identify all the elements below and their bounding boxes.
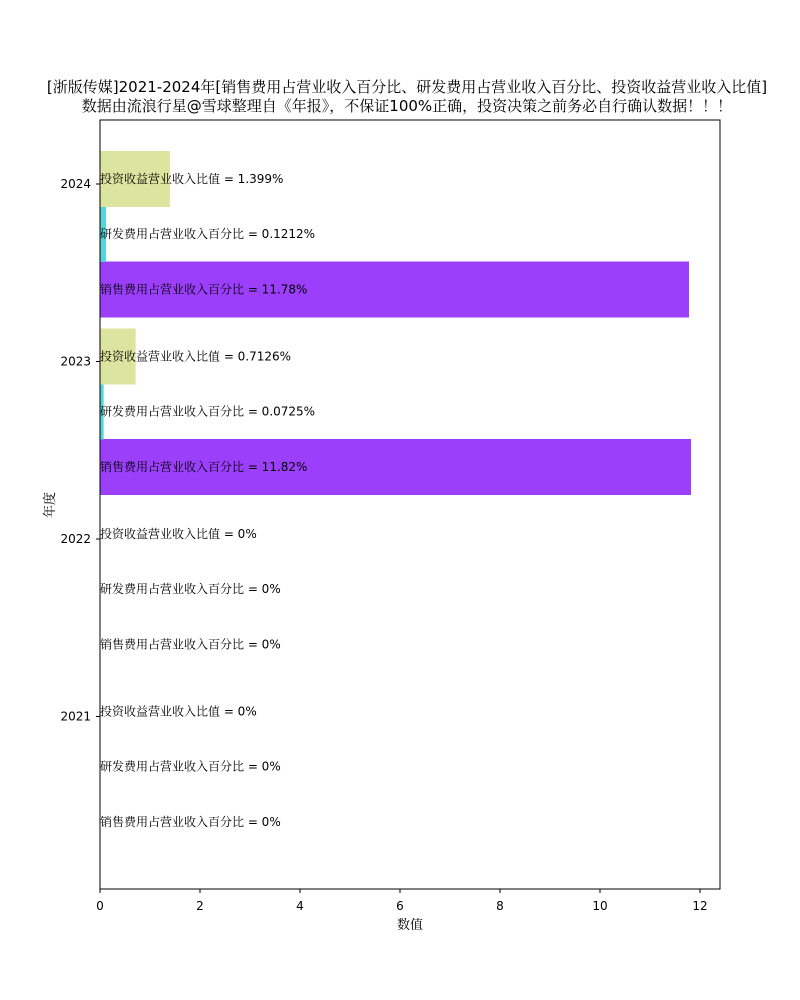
bar-label-2022-s2: 投资收益营业收入比值 = 0% bbox=[100, 527, 257, 541]
x-tick-label-12: 12 bbox=[692, 899, 708, 913]
x-axis-label: 数值 bbox=[396, 918, 424, 933]
bar-label-2024-s1: 研发费用占营业收入百分比 = 0.1212% bbox=[100, 227, 316, 241]
bar-label-2023-s0: 销售费用占营业收入百分比 = 11.82% bbox=[100, 460, 308, 474]
y-tick-label-2024: 2024 bbox=[60, 177, 91, 191]
bar-label-2021-s0: 销售费用占营业收入百分比 = 0% bbox=[100, 815, 281, 829]
y-tick-label-2023: 2023 bbox=[60, 354, 91, 369]
bar-label-2021-s2: 投资收益营业收入比值 = 0% bbox=[100, 704, 257, 719]
chart-subtitle: 数据由流浪行星@雪球整理自《年报》，不保证100%正确，投资决策之前务必自行确认数据！！！ bbox=[81, 97, 733, 115]
bar-label-2022-s1: 研发费用占营业收入百分比 = 0% bbox=[100, 582, 281, 596]
y-tick-label-2022: 2022 bbox=[60, 532, 91, 546]
bar-label-2023-s1: 研发费用占营业收入百分比 = 0.0725% bbox=[100, 404, 316, 419]
bar-label-2024-s2: 投资收益营业收入比值 = 1.399% bbox=[100, 172, 284, 186]
bar-label-2024-s0: 销售费用占营业收入百分比 = 11.78% bbox=[100, 282, 308, 297]
x-tick-label-6: 6 bbox=[396, 899, 404, 913]
chart-title: [浙版传媒]2021-2024年[销售费用占营业收入百分比、研发费用占营业收入百分比、投资收益营业收入比值] bbox=[46, 78, 768, 96]
x-tick-label-10: 10 bbox=[592, 899, 608, 913]
y-axis-label: 年度 bbox=[43, 491, 58, 519]
x-tick-label-2: 2 bbox=[196, 899, 204, 913]
y-tick-label-2021: 2021 bbox=[60, 709, 91, 724]
bar-label-2022-s0: 销售费用占营业收入百分比 = 0% bbox=[100, 637, 281, 652]
x-tick-label-8: 8 bbox=[496, 899, 504, 913]
bar-label-2021-s1: 研发费用占营业收入百分比 = 0% bbox=[100, 759, 281, 774]
bars-layer bbox=[100, 151, 691, 829]
x-tick-label-0: 0 bbox=[96, 899, 104, 913]
x-tick-label-4: 4 bbox=[296, 899, 304, 913]
bar-label-2023-s2: 投资收益营业收入比值 = 0.7126% bbox=[100, 349, 292, 364]
